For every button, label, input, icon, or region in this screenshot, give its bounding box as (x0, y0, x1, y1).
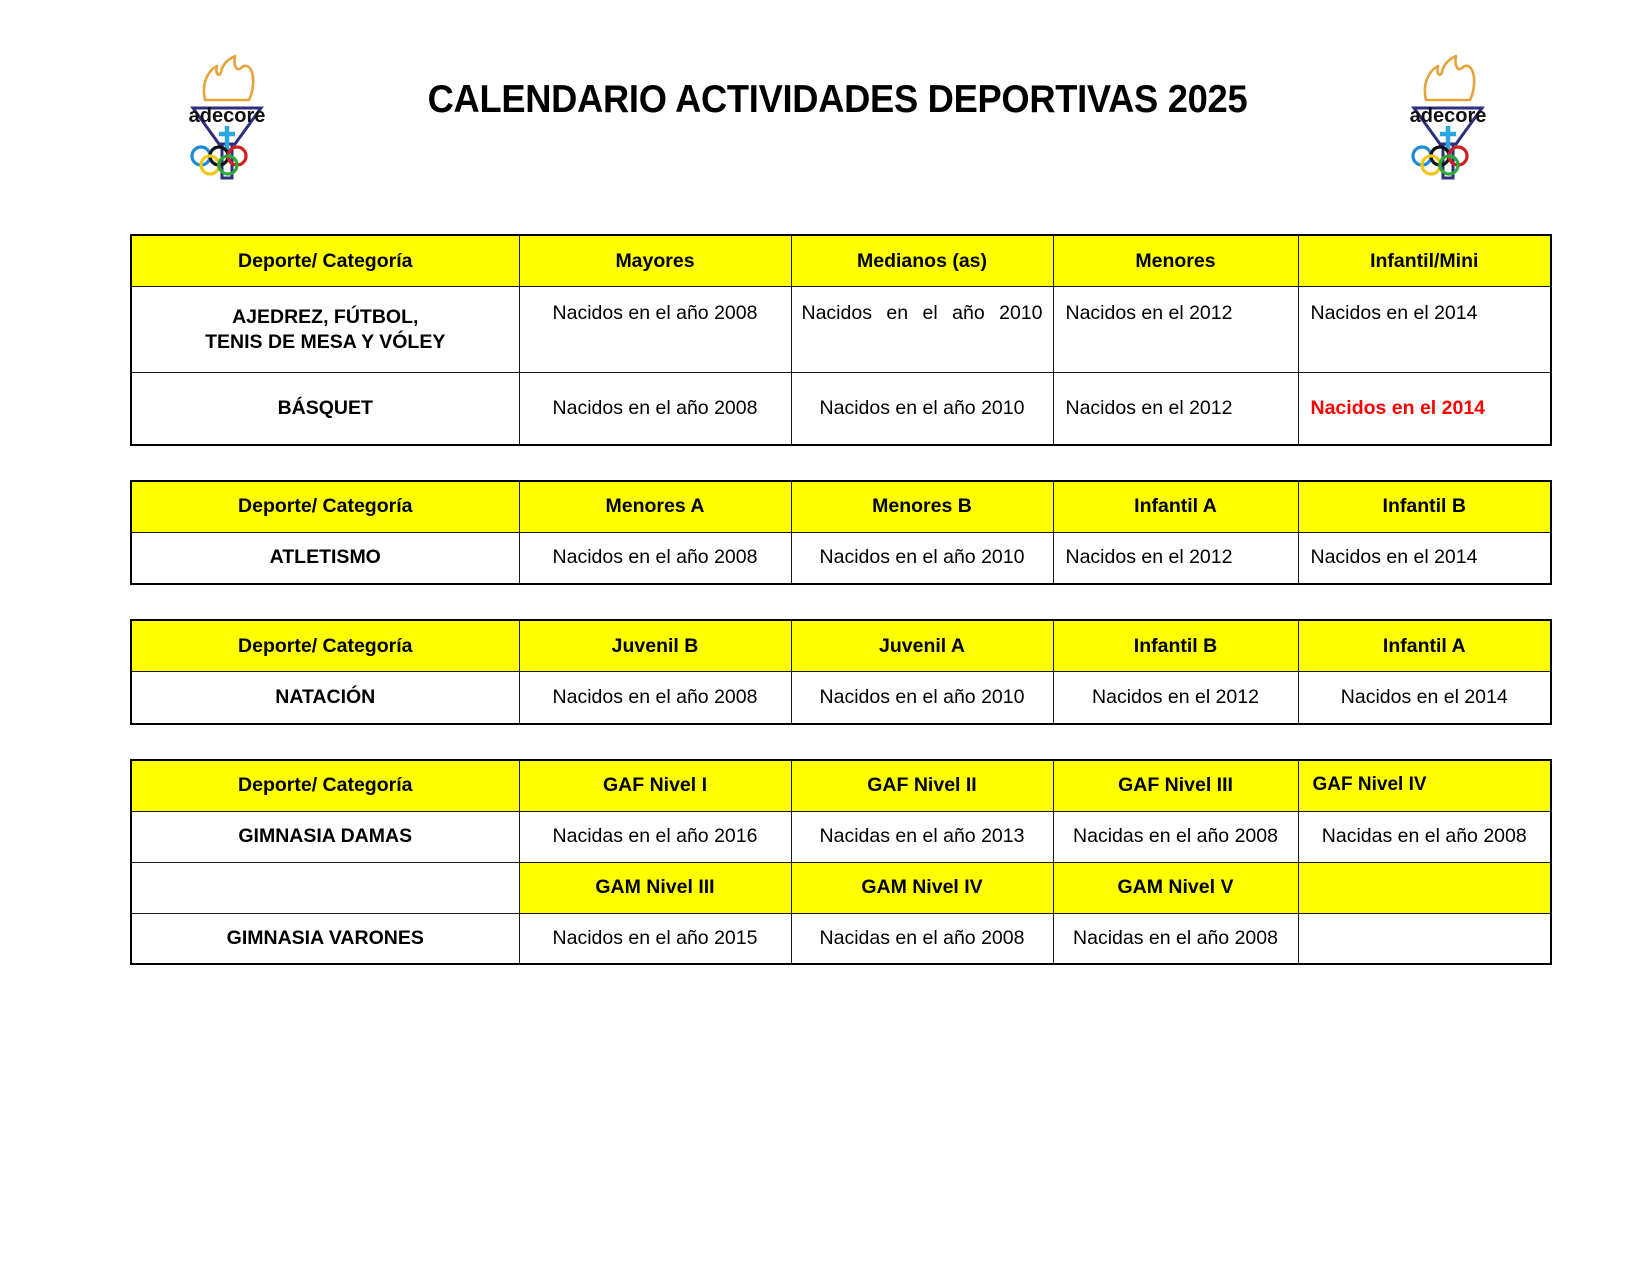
cell-infantil-a: Nacidos en el 2014 (1298, 672, 1551, 724)
cell-gam-nivel-3: Nacidos en el año 2015 (519, 913, 791, 964)
cell-mayores: Nacidos en el año 2008 (519, 373, 791, 445)
cell-empty-right (1298, 913, 1551, 964)
column-header-deporte: Deporte/ Categoría (131, 481, 519, 533)
table-header-row-varones (131, 862, 1551, 913)
table-row (131, 287, 1551, 373)
cell-sport-name: GIMNASIA VARONES (131, 913, 519, 964)
adecore-torch-logo-icon-right (1396, 52, 1500, 180)
table-header-row (131, 481, 1551, 533)
cell-empty-header-right (1298, 862, 1551, 913)
table-spacer (130, 725, 1550, 759)
column-header-mayores: Mayores (519, 235, 791, 287)
page-title: CALENDARIO ACTIVIDADES DEPORTIVAS 2025 (427, 78, 1248, 121)
table-spacer (130, 446, 1550, 480)
cell-juvenil-b: Nacidos en el año 2008 (519, 672, 791, 724)
column-header-juvenil-b: Juvenil B (519, 620, 791, 672)
table-spacer (130, 585, 1550, 619)
column-header-gaf-nivel-2: GAF Nivel II (791, 760, 1053, 812)
cell-menores: Nacidos en el 2012 (1053, 373, 1298, 445)
cell-infantil-a: Nacidos en el 2012 (1053, 532, 1298, 584)
cell-medianos: Nacidos en el año 2010 (791, 373, 1053, 445)
cell-infantil-mini-highlight: Nacidos en el 2014 (1298, 373, 1551, 445)
cell-sport-name: BÁSQUET (131, 373, 519, 445)
cell-infantil-b: Nacidos en el 2012 (1053, 672, 1298, 724)
column-header-gam-nivel-4: GAM Nivel IV (791, 862, 1053, 913)
cell-empty-deporte (131, 862, 519, 913)
cell-mayores: Nacidos en el año 2008 (519, 287, 791, 373)
table-natacion (130, 619, 1552, 725)
cell-gam-nivel-4: Nacidas en el año 2008 (791, 913, 1053, 964)
adecore-torch-logo-icon (175, 52, 279, 180)
column-header-juvenil-a: Juvenil A (791, 620, 1053, 672)
column-header-infantil-a: Infantil A (1298, 620, 1551, 672)
cell-menores-a: Nacidos en el año 2008 (519, 532, 791, 584)
column-header-medianos: Medianos (as) (791, 235, 1053, 287)
column-header-menores-a: Menores A (519, 481, 791, 533)
cell-medianos: Nacidos en el año 2010 (791, 287, 1053, 373)
cell-sport-name: ATLETISMO (131, 532, 519, 584)
table-header-row (131, 620, 1551, 672)
column-header-deporte: Deporte/ Categoría (131, 235, 519, 287)
column-header-infantil-b: Infantil B (1298, 481, 1551, 533)
column-header-deporte: Deporte/ Categoría (131, 620, 519, 672)
logo-wordmark-right: adecore (1409, 105, 1487, 127)
table-header-row (131, 235, 1551, 287)
column-header-gaf-nivel-4: GAF Nivel IV (1298, 760, 1551, 812)
table-atletismo (130, 480, 1552, 586)
table-row (131, 672, 1551, 724)
cell-gaf-nivel-3: Nacidas en el año 2008 (1053, 811, 1298, 862)
cell-juvenil-a: Nacidos en el año 2010 (791, 672, 1053, 724)
cell-gaf-nivel-4: Nacidas en el año 2008 (1298, 811, 1551, 862)
adecore-logo-left (175, 52, 279, 180)
cell-sport-name: NATACIÓN (131, 672, 519, 724)
cell-menores: Nacidos en el 2012 (1053, 287, 1298, 373)
table-header-row-damas (131, 760, 1551, 812)
column-header-menores-b: Menores B (791, 481, 1053, 533)
cell-gaf-nivel-2: Nacidas en el año 2013 (791, 811, 1053, 862)
table-gimnasia (130, 759, 1552, 966)
sport-line-1: AJEDREZ, FÚTBOL, (232, 305, 419, 328)
cell-gam-nivel-5: Nacidas en el año 2008 (1053, 913, 1298, 964)
table-row-gimnasia-damas (131, 811, 1551, 862)
table-deportes-generales (130, 234, 1552, 446)
tables-container (130, 234, 1550, 965)
cell-sport-name: GIMNASIA DAMAS (131, 811, 519, 862)
cell-gaf-nivel-1: Nacidas en el año 2016 (519, 811, 791, 862)
document-header (0, 0, 1650, 200)
adecore-logo-right (1396, 52, 1500, 180)
column-header-infantil-b: Infantil B (1053, 620, 1298, 672)
column-header-menores: Menores (1053, 235, 1298, 287)
sport-line-2: TENIS DE MESA Y VÓLEY (205, 330, 446, 353)
column-header-gam-nivel-5: GAM Nivel V (1053, 862, 1298, 913)
table-row (131, 532, 1551, 584)
cell-infantil-mini: Nacidos en el 2014 (1298, 287, 1551, 373)
column-header-gaf-nivel-1: GAF Nivel I (519, 760, 791, 812)
cell-sport-name (131, 287, 519, 373)
logo-wordmark: adecore (188, 105, 266, 127)
table-row (131, 373, 1551, 445)
column-header-gaf-nivel-3: GAF Nivel III (1053, 760, 1298, 812)
column-header-deporte: Deporte/ Categoría (131, 760, 519, 812)
column-header-infantil-mini: Infantil/Mini (1298, 235, 1551, 287)
column-header-gam-nivel-3: GAM Nivel III (519, 862, 791, 913)
cell-infantil-b: Nacidos en el 2014 (1298, 532, 1551, 584)
column-header-infantil-a: Infantil A (1053, 481, 1298, 533)
cell-menores-b: Nacidos en el año 2010 (791, 532, 1053, 584)
table-row-gimnasia-varones (131, 913, 1551, 964)
